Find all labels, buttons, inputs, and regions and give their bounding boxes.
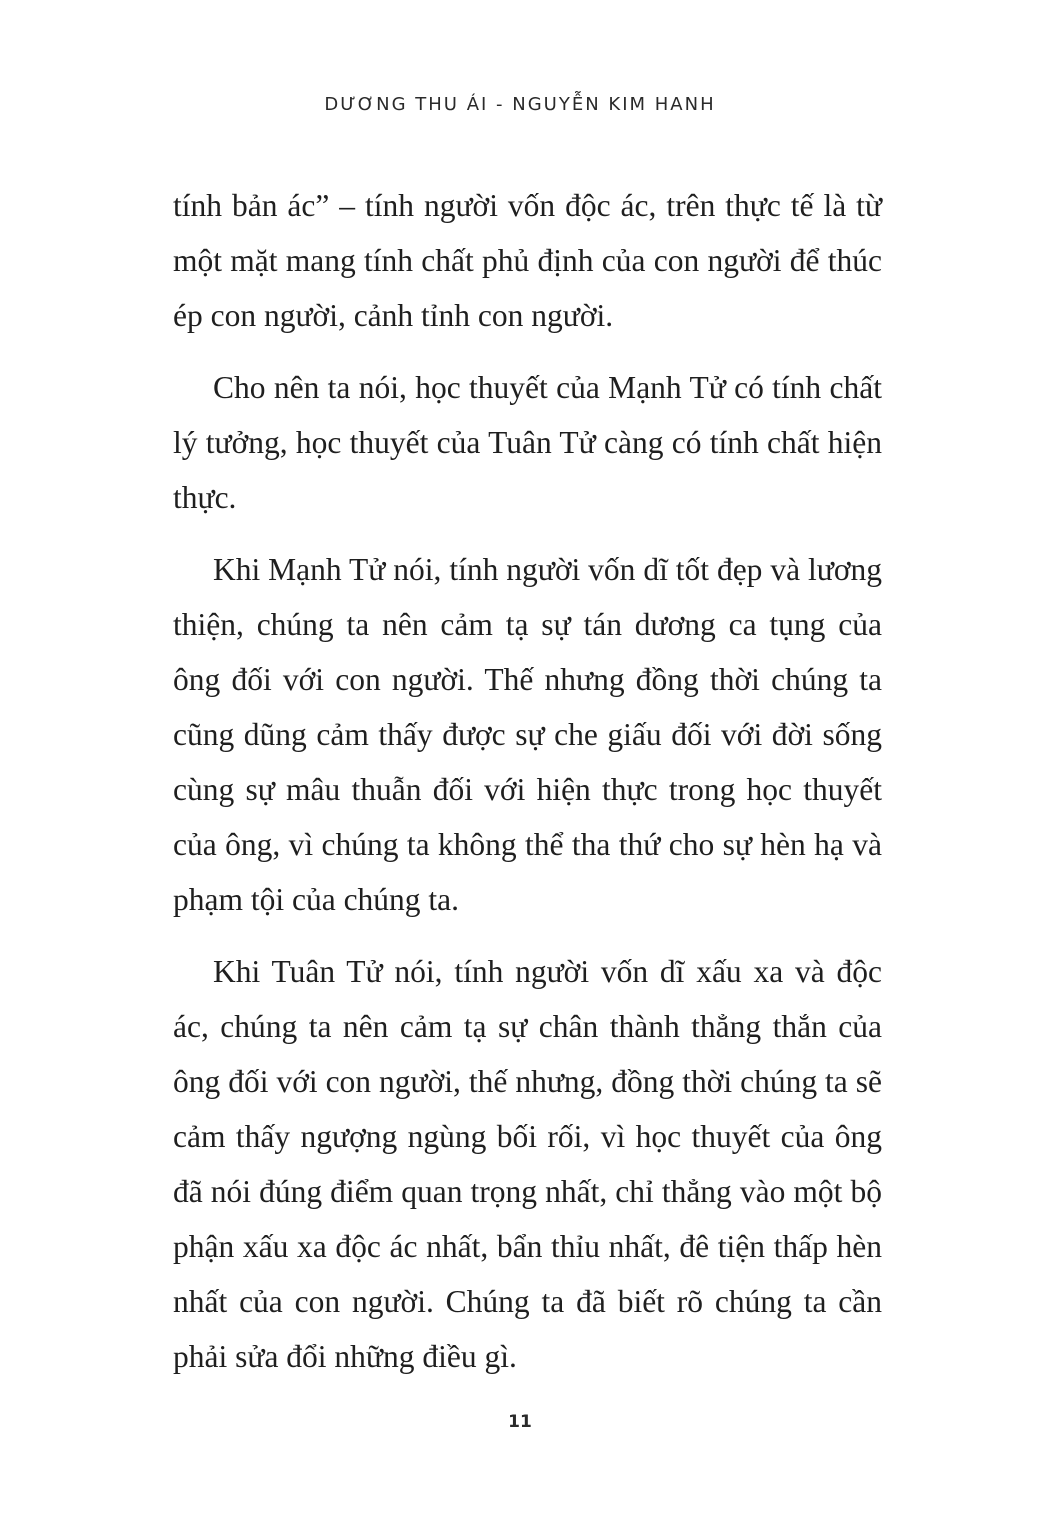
paragraph-continued: tính bản ác” – tính người vốn độc ác, trên thực tế là từ một mặt mang tính chất phủ định của con người để thúc ép con người, cảnh tỉnh con người.: [173, 188, 882, 333]
page-number: 11: [508, 1412, 532, 1432]
paragraph: Khi Mạnh Tử nói, tính người vốn dĩ tốt đẹp và lương thiện, chúng ta nên cảm tạ sự tán dương ca tụng của ông đối với con người. Thế nhưng đồng thời chúng ta cũng dũng cảm thấy được sự che giấu đối với đời sống cùng sự mâu thuẫn đối với hiện thực trong học thuyết của ông, vì chúng ta không thể tha thứ cho sự hèn hạ và phạm tội của chúng ta.: [173, 552, 882, 917]
running-header: DƯƠNG THU ÁI - NGUYỄN KIM HANH: [324, 94, 716, 115]
paragraph: Khi Tuân Tử nói, tính người vốn dĩ xấu xa và độc ác, chúng ta nên cảm tạ sự chân thành thẳng thắn của ông đối với con người, thế nhưng, đồng thời chúng ta sẽ cảm thấy ngượng ngùng bối rối, vì học thuyết của ông đã nói đúng điểm quan trọng nhất, chỉ thẳng vào một bộ phận xấu xa độc ác nhất, bẩn thỉu nhất, đê tiện thấp hèn nhất của con người. Chúng ta đã biết rõ chúng ta cần phải sửa đổi những điều gì.: [173, 954, 882, 1374]
body-text: [173, 178, 882, 1401]
paragraph: Cho nên ta nói, học thuyết của Mạnh Tử có tính chất lý tưởng, học thuyết của Tuân Tử càng có tính chất hiện thực.: [173, 370, 882, 515]
